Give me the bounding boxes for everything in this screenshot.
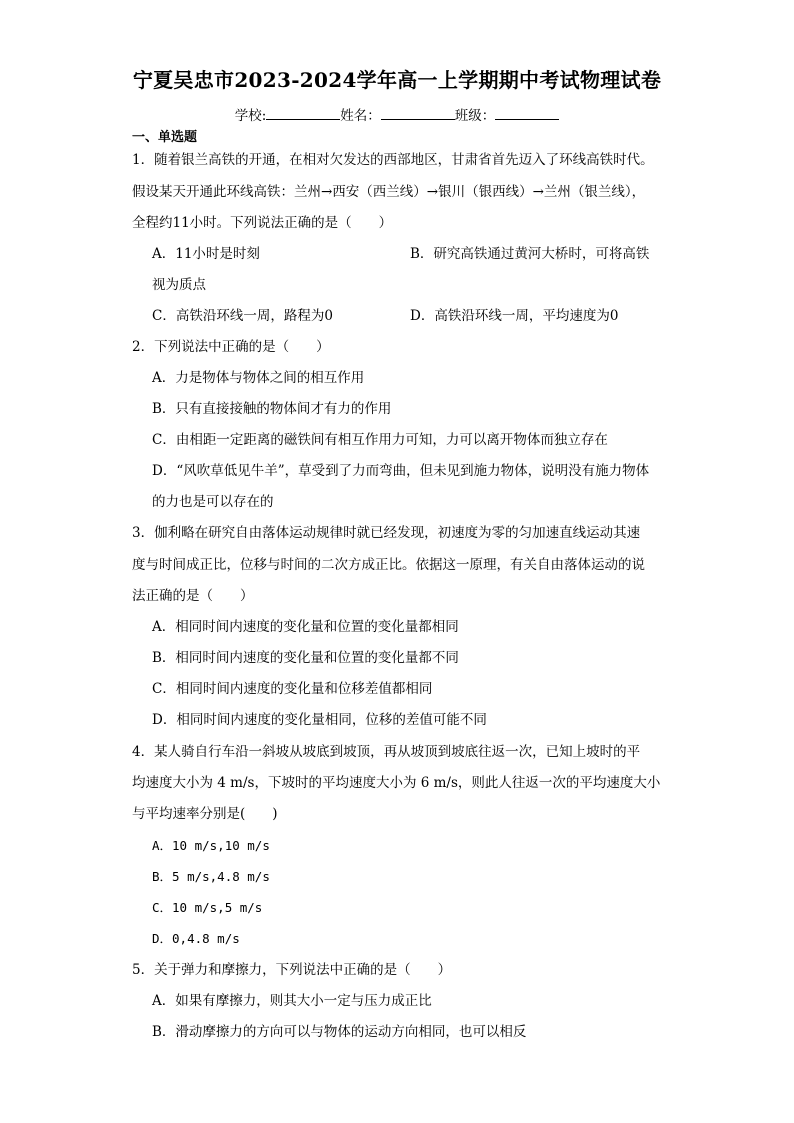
question-3-stem-cont: 法正确的是（ ） — [132, 588, 254, 604]
q1-option-b: B．研究高铁通过黄河大桥时，可将高铁 — [410, 246, 650, 262]
q4-option-c: C．10 m/s,5 m/s — [152, 900, 263, 915]
q1-option-c: C．高铁沿环线一周，路程为0 — [152, 308, 333, 324]
name-label: 姓名： — [340, 108, 381, 124]
q1-option-a: A．11小时是时刻 — [152, 246, 260, 262]
q2-option-d: D．“风吹草低见牛羊”，草受到了力而弯曲，但未见到施力物体，说明没有施力物体 — [152, 463, 650, 479]
question-1-stem-cont: 假设某天开通此环线高铁：兰州→西安（西兰线）→银川（银西线）→兰州（银兰线）， — [132, 184, 646, 200]
q4-option-d: D．0,4.8 m/s — [152, 931, 240, 946]
question-3-stem-cont: 度与时间成正比，位移与时间的二次方成正比。依据这一原理，有关自由落体运动的说 — [132, 557, 645, 573]
student-info-line — [0, 104, 794, 124]
question-4-stem: 4．某人骑自行车沿一斜坡从坡底到坡顶，再从坡顶到坡底往返一次，已知上坡时的平 — [132, 744, 641, 760]
q3-option-d: D．相同时间内速度的变化量相同，位移的差值可能不同 — [152, 712, 487, 728]
q4-option-a: A．10 m/s,10 m/s — [152, 838, 270, 853]
question-4-stem-cont: 均速度大小为 4 m/s，下坡时的平均速度大小为 6 m/s，则此人往返一次的平均速度大小 — [132, 775, 661, 791]
q2-option-d-cont: 的力也是可以存在的 — [152, 494, 274, 510]
q5-option-a: A．如果有摩擦力，则其大小一定与压力成正比 — [152, 993, 432, 1009]
class-label: 班级： — [454, 108, 496, 124]
q2-option-a: A．力是物体与物体之间的相互作用 — [152, 370, 365, 386]
q5-option-b: B．滑动摩擦力的方向可以与物体的运动方向相同，也可以相反 — [152, 1024, 527, 1040]
q1-option-b-cont: 视为质点 — [152, 277, 206, 293]
q2-option-b: B．只有直接接触的物体间才有力的作用 — [152, 401, 392, 417]
question-1-stem: 1．随着银兰高铁的开通，在相对欠发达的西部地区，甘肃省首先迈入了环线高铁时代。 — [132, 152, 654, 168]
question-3-stem: 3．伽利略在研究自由落体运动规律时就已经发现，初速度为零的匀加速直线运动其速 — [132, 525, 641, 541]
question-1-stem-cont: 全程约11小时。下列说法正确的是（ ） — [132, 215, 393, 231]
q4-option-b: B．5 m/s,4.8 m/s — [152, 869, 270, 884]
section-heading: 一、单选题 — [132, 130, 198, 145]
school-label: 学校: — [234, 108, 267, 124]
q3-option-a: A．相同时间内速度的变化量和位置的变化量都相同 — [152, 619, 459, 635]
question-2-stem: 2．下列说法中正确的是（ ） — [132, 339, 330, 355]
q3-option-b: B．相同时间内速度的变化量和位置的变化量都不同 — [152, 650, 459, 666]
q3-option-c: C．相同时间内速度的变化量和位移差值都相同 — [152, 681, 433, 697]
page-title: 宁夏吴忠市2023-2024学年高一上学期期中考试物理试卷 — [132, 68, 662, 92]
q1-option-d: D．高铁沿环线一周，平均速度为0 — [410, 308, 619, 324]
question-4-stem-cont: 与平均速率分别是( ) — [132, 806, 278, 822]
name-blank[interactable] — [381, 105, 455, 120]
class-blank[interactable] — [495, 105, 559, 120]
school-blank[interactable] — [266, 105, 340, 120]
question-5-stem: 5．关于弹力和摩擦力，下列说法中正确的是（ ） — [132, 962, 452, 978]
q2-option-c: C．由相距一定距离的磁铁间有相互作用力可知，力可以离开物体而独立存在 — [152, 432, 608, 448]
